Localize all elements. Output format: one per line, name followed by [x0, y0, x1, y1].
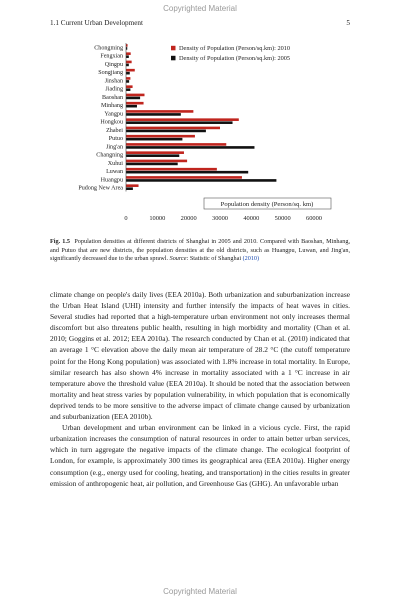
category-labels	[78, 45, 123, 191]
bar-2005	[126, 55, 129, 58]
watermark-bottom: Copyrighted Material	[163, 587, 237, 596]
bar-2005	[126, 163, 178, 166]
bar-2005	[126, 72, 130, 75]
bar-2010	[126, 151, 184, 154]
x-axis-title: Population density (Person/sq. km)	[220, 201, 314, 208]
bar-2010	[126, 160, 187, 163]
category-label: Fengxian	[100, 53, 123, 60]
bar-2005	[126, 187, 133, 190]
x-tick-labels	[124, 215, 322, 222]
caption-source-label: Source	[169, 255, 187, 263]
category-label: Chongming	[94, 45, 123, 52]
category-label: Hongkou	[100, 119, 123, 126]
category-label: Huangpu	[100, 177, 123, 184]
x-tick-label: 20000	[180, 215, 197, 222]
legend-label: Density of Population (Person/sq.km): 2005	[179, 55, 291, 62]
x-tick-label: 10000	[149, 215, 166, 222]
bar-2010	[126, 102, 144, 105]
caption-label: Fig. 1.5	[50, 238, 71, 245]
category-label: Zhabei	[106, 127, 123, 134]
legend-label: Density of Population (Person/sq.km): 2010	[179, 45, 291, 52]
category-label: Yangpu	[104, 111, 123, 118]
bar-2010	[126, 52, 131, 55]
legend-swatch	[171, 46, 176, 51]
bar-2005	[126, 105, 137, 108]
x-tick-label: 30000	[212, 215, 228, 222]
x-tick-label: 0	[124, 215, 128, 222]
bar-2005	[126, 88, 130, 91]
section-title: 1.1 Current Urban Development	[50, 19, 144, 27]
legend-swatch	[171, 56, 176, 61]
bar-2010	[126, 176, 242, 179]
caption-text: Population densities at different districts of Shanghai in 2005 and 2010. Compared with Baoshan, Minhang, and Putuo that are new districts, the population densities at the old districts, such as Huangpu, Luwan, and Jing'an, significantly decreased due to the urban sprawl.	[50, 238, 350, 263]
bar-2005	[126, 138, 182, 141]
x-tick-label: 40000	[243, 215, 260, 222]
x-tick-label: 50000	[274, 215, 291, 222]
category-label: Changning	[96, 152, 123, 159]
category-label: Jiading	[105, 86, 123, 93]
legend	[171, 45, 290, 62]
population-density-chart	[0, 36, 400, 232]
category-label: Putuo	[108, 136, 123, 143]
bar-2005	[126, 154, 179, 157]
bars	[126, 44, 276, 190]
page-number: 5	[346, 19, 350, 27]
watermark-top: Copyrighted Material	[163, 4, 237, 13]
category-label: Luwan	[106, 169, 123, 176]
bar-2010	[126, 135, 195, 138]
caption-source-text: Statistic of Shanghai	[189, 255, 242, 263]
bar-2005	[126, 80, 129, 83]
bar-2005	[126, 171, 248, 174]
bar-2010	[126, 85, 133, 88]
bar-2010	[126, 61, 132, 64]
category-label: Pudong New Area	[78, 185, 123, 192]
bar-2005	[126, 130, 206, 133]
bar-2010	[126, 110, 193, 113]
category-label: Jinshan	[104, 78, 123, 85]
figure-caption: Fig. 1.5 Population densities at different districts of Shanghai in 2005 and 2010. Compared with Baoshan, Minhang, and Putuo that are new districts, the population densities at the old districts, such as Huangpu, Luwan, and Jing'an, significantly decreased due to the urban sprawl. Source: Statistic of Shanghai (2010)	[50, 238, 350, 263]
running-head	[50, 19, 350, 31]
bar-2005	[126, 179, 276, 182]
bar-2010	[126, 77, 130, 80]
bar-2010	[126, 184, 139, 187]
bar-2005	[126, 97, 140, 100]
bar-2005	[126, 146, 254, 149]
bar-2010	[126, 143, 226, 146]
bar-2010	[126, 94, 144, 97]
category-label: Qingpu	[104, 61, 123, 68]
category-label: Baoshan	[102, 94, 123, 101]
bar-2010	[126, 118, 239, 121]
x-axis-title-box	[204, 198, 331, 209]
category-label: Xuhui	[107, 160, 123, 167]
bar-2010	[126, 69, 135, 72]
bar-2010	[126, 168, 217, 171]
x-tick-label: 60000	[306, 215, 322, 222]
category-label: Minhang	[100, 103, 123, 110]
bar-2010	[126, 127, 220, 130]
bar-2005	[126, 64, 129, 67]
paragraph-2: Urban development and urban environment can be linked in a vicious cycle. First, the rapid urbanization increases the consumption of natural resources in order to attain better urban services, which in turn aggregate the negative impacts of the climate change. The ecological footprint of London, for example, is approximately 300 times its geographical area (EEA 2010a). Higher energy consumption (e.g., energy used for cooling, heating, and transportation) in the cities results in greater emission of anthropogenic heat, air pollution, and Greenhouse Gas (GHG). An unfavorable urban	[50, 423, 350, 488]
category-label: Songjiang	[98, 70, 123, 77]
caption-source-year[interactable]: (2010)	[242, 255, 260, 263]
paragraph-1: climate change on people's daily lives (EEA 2010a). Both urbanization and suburbanization increase the Urban Heat Island (UHI) intensity and further intensify the impacts of heat waves in cities. Several studies had reported that a high-temperature urban environment not only increases thermal discomfort but also threatens public health, resulting in high morbidity and mortality (Chan et al. 2010; Goggins et al. 2012; EEA 2010a). The research conducted by Chan et al. (2010) indicated that an average 1 °C elevation above the daily mean air temperature of 28.2 °C (the cutoff temperature point for the Hong Kong population) was associated with 1.8% increase in total mortality. In Europe, similar research has also shown 4% increase in mortality associated with a 1 °C increase in air temperature above the threshold value (EEA 2010a). It should be noted that the association between mortality and heat stress varies by population vulnerability, in which population that is economically deprived tends to be more sensitive to the adverse impact of climate change caused by urbanization and suburbanization (EEA 2010b).	[50, 290, 350, 422]
bar-2005	[126, 121, 233, 124]
category-label: Jing'an	[105, 144, 123, 151]
body-text	[50, 289, 350, 489]
bar-2005	[126, 113, 181, 116]
